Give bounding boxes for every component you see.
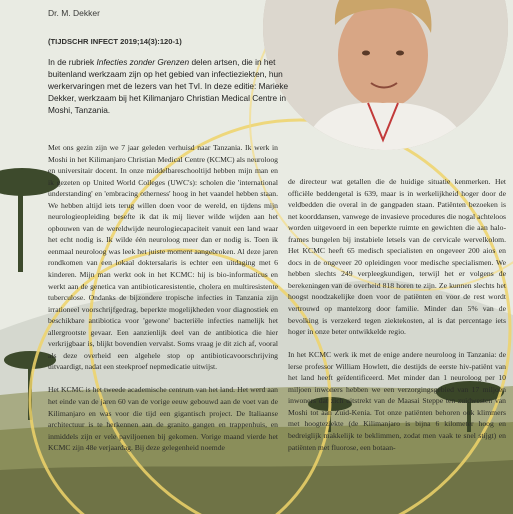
body-paragraph: In het KCMC werk ik met de enige andere neuroloog in Tanzania: de lerse professor William Howlett, die destijds de eerste hiv-patiënt van het land heeft geïdentificeerd. Met minder dan 1 neuroloog per 10 miljoen inwoners hebben we een verzorgingsgebied van 17 miljoen inwoners dat zich uitstrekt van de Maasai Steppe ten zuidwesten van Moshi tot aan Zuid-Kenia. Tot onze patiënten behoren ook klimmers met hoogteziekte (de Kilimanjaro is bijna 6 kilometer hoog en bedreiglijk makkelijk te beklimmen, zodat men vaak te snel stijgt) en patiënten met fluorose, een botaan- [288, 350, 506, 452]
intro-text-after: delen artsen, die in het buitenland werkzaam zijn op het gebied van infectieziekten, hun werkervaringen met de lezers van het TvI. In deze editie: Marieke Dekker, werkzaam bij het Kilimanjaro Christian Medical Centre in Moshi, Tanzania. [48, 57, 289, 115]
journal-citation: (TIJDSCHR INFECT 2019;14(3):120-1) [48, 37, 182, 46]
body-paragraph: Het KCMC is het tweede academische centrum van het land. Het werd aan het einde van de jaren 60 van de vorige eeuw gebouwd aan de voet van de Kilimanjaro en was voor die tijd een gigantisch project. De Italiaanse architectuur is te herkennen aan de granito gangen en trappenhuis, en inmiddels zijn er vele paviljoenen bij gekomen. Vorige maand vierde het KCMC zijn 48e verjaardag. Bij deze gelegenheid noemde [48, 385, 278, 453]
series-title: Infecties zonder Grenzen [96, 57, 190, 67]
article-column-right [288, 176, 506, 453]
body-paragraph: Met ons gezin zijn we 7 jaar geleden verhuisd naar Tanzania. Ik werk in Moshi in het Kilimanjaro Christian Medical Centre (KCMC) als neuroloog en universitair docent. In onze middelbareschooltijd hebben mijn man en ik gezeten op United World Colleges (UWC's): scholen die 'international understanding' en 'embracing otherness' hoog in het vaandel hebben staan. We hebben altijd iets terug willen doen voor de wereld, en tijdens mijn neurologieopleiding besefte ik dat ik mij liever wilde wijden aan het opbouwen van de wereldwijde neurologiecapaciteit vanuit een land waar het echt nodig is. Ik wilde één neuroloog meer dan er nodig is. Toen ik eenmaal neuroloog was leek het juiste moment aangebroken. Al deze jaren rondkomen van een lokaal doktersalaris is echter een uitdaging met 6 kinderen. Mijn man werkt ook in het KCMC: hij is bio-informaticus en werkt aan de genetica van antibioticaresistentie, cholera en multiresistente tuberculose. Ondanks de bijzondere tropische infecties in Tanzania zijn irrationeel voorschrijfgedrag, beperkte mogelijkheden voor diagnostiek en beschikbare antibiotica voor 'gewone' bacteriële infecties namelijk het allergrootste gevaar. Een aanzienlijk deel van de antibiotica die hier verkrijgbaar is, blijkt bovendien vervalst. Soms vraag je dit zich af, vooral als deze overheid een algehele stop op antibioticavoorschrijving uitvaardigt, nadat een steekproef nepmedicatie uitwijst. [48, 143, 278, 372]
intro-paragraph [48, 57, 296, 117]
article-column-left [48, 142, 278, 454]
body-paragraph: de directeur wat getallen die de huidige situatie kenmerken. Het officiële beddengetal is 639, maar is in werkelijkheid hoger door de veldbedden die overal in de gangpaden staan. Patiënten bezoeken is net koorddansen, vanwege de invasieve procedures die nogal achteloos worden uitgevoerd in een beperkte ruimte en gewichten die aan halo-frames bungelen bij instabiele letsels van de cervicale wervelkolom. Het KCMC heeft 65 medisch specialisten en ongeveer 200 aios en docs in de ongeveer 20 opleidingen voor medische specialismen. We hebben slechts 249 verpleegkundigen, terwijl het er volgens de berekeningen van de overheid 818 horen te zijn. Ze kunnen slechts het hoogst noodzakelijke doen voor de patiënten en voor de rest wordt vertrouwd op mantelzorg door familie. Minder dan 5% van de bevolking is verzekerd tegen ziektekosten, al is dat percentage iets hoger in onze beter ontwikkelde regio. [288, 177, 506, 337]
intro-text-before: In de rubriek [48, 57, 97, 67]
author-name: Dr. M. Dekker [48, 8, 100, 18]
